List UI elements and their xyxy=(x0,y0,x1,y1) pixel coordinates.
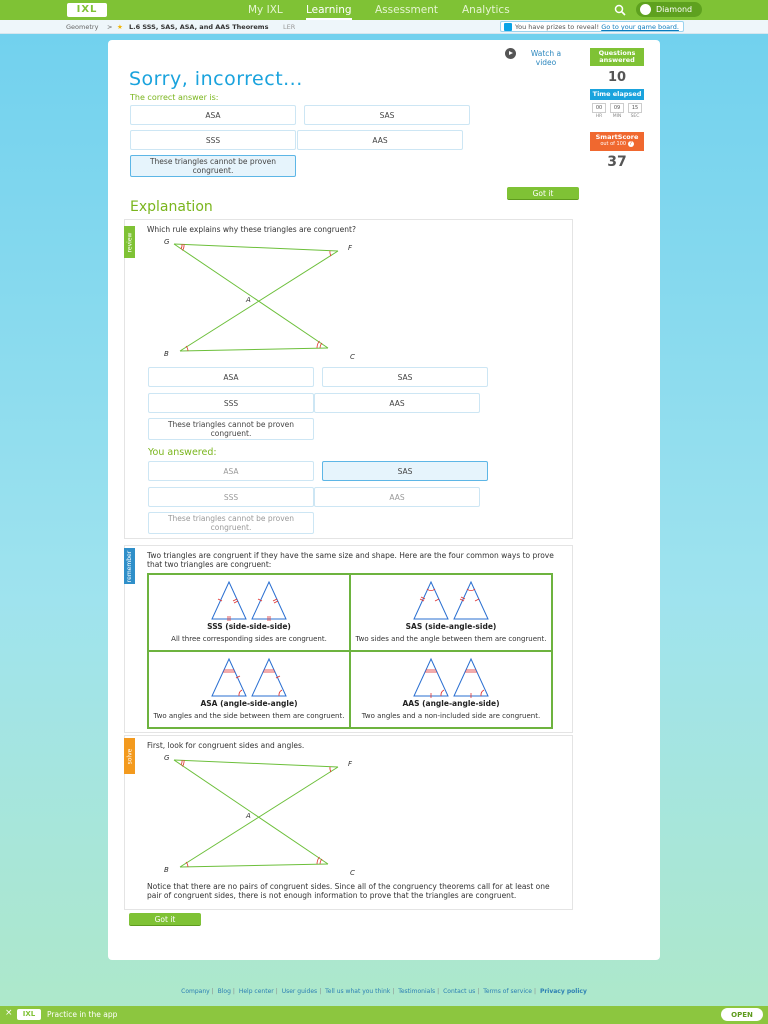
triangles-figure-review xyxy=(160,236,360,362)
nav-my-ixl[interactable]: My IXL xyxy=(248,4,283,16)
sas-triangles-icon xyxy=(411,579,493,621)
review-question: Which rule explains why these triangles are congruent? xyxy=(147,225,356,234)
top-nav xyxy=(0,0,768,20)
open-app-button[interactable]: OPEN xyxy=(721,1008,763,1021)
you-answered-label: You answered: xyxy=(148,447,217,458)
choice-sas[interactable]: SAS xyxy=(322,367,488,387)
theorem-cell-aas xyxy=(350,651,552,728)
label-b: B xyxy=(164,866,169,874)
theorem-name-aas: AAS (angle-angle-side) xyxy=(402,699,500,708)
star-icon[interactable]: ★ xyxy=(117,23,123,31)
app-banner-text: Practice in the app xyxy=(47,1010,118,1019)
smartscore-label: SmartScore xyxy=(595,133,639,141)
nav-learning[interactable]: Learning xyxy=(306,4,352,16)
theorem-cell-asa xyxy=(148,651,350,728)
game-board-link[interactable]: Go to your game board. xyxy=(601,23,679,31)
explanation-title: Explanation xyxy=(130,199,213,215)
questions-answered-value: 10 xyxy=(590,66,644,89)
label-a: A xyxy=(246,812,251,820)
feedback-title: Sorry, incorrect... xyxy=(129,68,303,90)
label-b: B xyxy=(164,350,169,358)
nav-analytics[interactable]: Analytics xyxy=(462,4,510,16)
label-c: C xyxy=(350,353,355,361)
answered-choice-sas: SAS xyxy=(322,461,488,481)
solve-conclusion: Notice that there are no pairs of congruent sides. Since all of the congruency theorems call for at least one pair of congruent sides, there is not enough information to prove that the triangles are congruent. xyxy=(147,882,550,900)
time-elapsed-label: Time elapsed xyxy=(590,89,644,100)
correct-choice-sss: SSS xyxy=(130,130,296,150)
label-g: G xyxy=(164,754,170,762)
footer-link-feedback[interactable]: Tell us what you think xyxy=(325,988,391,995)
prize-text: You have prizes to reveal! xyxy=(515,23,600,31)
answered-choice-none: These triangles cannot be proven congruent. xyxy=(148,512,314,534)
correct-choice-aas: AAS xyxy=(297,130,463,150)
time-elapsed-box xyxy=(590,89,644,120)
close-icon[interactable]: × xyxy=(5,1008,13,1018)
correct-answer-label: The correct answer is: xyxy=(130,93,219,102)
timer: 00 HR 09 MIN 15 SEC xyxy=(590,100,644,120)
questions-answered-label: Questions answered xyxy=(590,48,644,66)
aas-triangles-icon xyxy=(411,656,493,698)
timer-sec: 15 xyxy=(628,103,642,113)
theorem-name-sss: SSS (side-side-side) xyxy=(207,622,291,631)
label-f: F xyxy=(348,244,353,252)
got-it-button-bottom[interactable]: Got it xyxy=(129,913,201,926)
user-menu[interactable] xyxy=(636,2,702,17)
theorem-desc-sss: All three corresponding sides are congruent. xyxy=(171,635,327,643)
app-logo: IXL xyxy=(17,1009,41,1020)
theorem-cell-sss xyxy=(148,574,350,651)
smartscore-box xyxy=(590,132,644,173)
label-a: A xyxy=(246,296,251,304)
theorem-desc-asa: Two angles and the side between them are congruent. xyxy=(153,712,345,720)
nav-assessment[interactable]: Assessment xyxy=(375,4,438,16)
footer-links: Company | Blog | Help center | User guides | Tell us what you think | Testimonials | Contact us | Terms of service | Privacy policy xyxy=(181,988,587,995)
label-c: C xyxy=(350,869,355,877)
smartscore-sub: out of 100 xyxy=(600,141,627,147)
breadcrumb-separator: > xyxy=(107,23,113,31)
user-name: Diamond xyxy=(656,5,693,14)
solve-first: First, look for congruent sides and angles. xyxy=(147,741,305,750)
solve-tab: solve xyxy=(124,738,135,774)
correct-choice-asa: ASA xyxy=(130,105,296,125)
info-icon[interactable]: ? xyxy=(629,141,632,147)
footer-link-terms[interactable]: Terms of service xyxy=(483,988,532,995)
timer-hr: 00 xyxy=(592,103,606,113)
avatar xyxy=(640,4,651,15)
timer-min: 09 xyxy=(610,103,624,113)
choice-none[interactable]: These triangles cannot be proven congruent. xyxy=(148,418,314,440)
watch-video-label: Watch a video xyxy=(530,49,562,67)
label-g: G xyxy=(164,238,170,246)
play-icon xyxy=(505,48,516,59)
remember-tab: remember xyxy=(124,548,135,584)
answered-choice-sss: SSS xyxy=(148,487,314,507)
footer-link-privacy[interactable]: Privacy policy xyxy=(539,988,587,995)
footer-link-testimonials[interactable]: Testimonials xyxy=(398,988,436,995)
correct-choice-sas: SAS xyxy=(304,105,470,125)
sss-triangles-icon xyxy=(209,579,291,621)
footer-link-contact[interactable]: Contact us xyxy=(443,988,476,995)
theorem-name-sas: SAS (side-angle-side) xyxy=(405,622,497,631)
answered-choice-asa: ASA xyxy=(148,461,314,481)
theorem-name-asa: ASA (angle-side-angle) xyxy=(200,699,298,708)
theorem-cell-sas xyxy=(350,574,552,651)
label-f: F xyxy=(348,760,353,768)
footer-link-company[interactable]: Company xyxy=(181,988,210,995)
prize-banner xyxy=(500,21,684,32)
choice-aas[interactable]: AAS xyxy=(314,393,480,413)
choice-asa[interactable]: ASA xyxy=(148,367,314,387)
gift-icon xyxy=(504,23,512,31)
footer-link-guides[interactable]: User guides xyxy=(281,988,318,995)
theorem-desc-aas: Two angles and a non-included side are congruent. xyxy=(361,712,541,720)
correct-choice-none: These triangles cannot be proven congruent. xyxy=(130,155,296,177)
theorems-table xyxy=(147,573,553,729)
search-icon[interactable] xyxy=(614,4,626,16)
ixl-logo[interactable]: IXL xyxy=(67,3,107,17)
questions-answered-box xyxy=(590,48,644,89)
footer-link-help[interactable]: Help center xyxy=(238,988,274,995)
answered-choice-aas: AAS xyxy=(314,487,480,507)
review-tab: review xyxy=(124,226,135,258)
asa-triangles-icon xyxy=(209,656,291,698)
smartscore-value: 37 xyxy=(590,151,644,173)
breadcrumb-skill: L.6 SSS, SAS, ASA, and AAS Theorems xyxy=(129,23,269,31)
theorem-desc-sas: Two sides and the angle between them are congruent. xyxy=(355,635,547,643)
footer-link-blog[interactable]: Blog xyxy=(217,988,231,995)
remember-intro: Two triangles are congruent if they have the same size and shape. Here are the four common ways to prove that two triangles are congruent: xyxy=(147,551,554,569)
app-banner xyxy=(0,1006,768,1024)
skill-code: LER xyxy=(283,23,296,31)
triangles-figure-solve xyxy=(160,752,360,878)
breadcrumb-subject[interactable]: Geometry xyxy=(66,23,99,31)
choice-sss[interactable]: SSS xyxy=(148,393,314,413)
got-it-button-top[interactable]: Got it xyxy=(507,187,579,200)
